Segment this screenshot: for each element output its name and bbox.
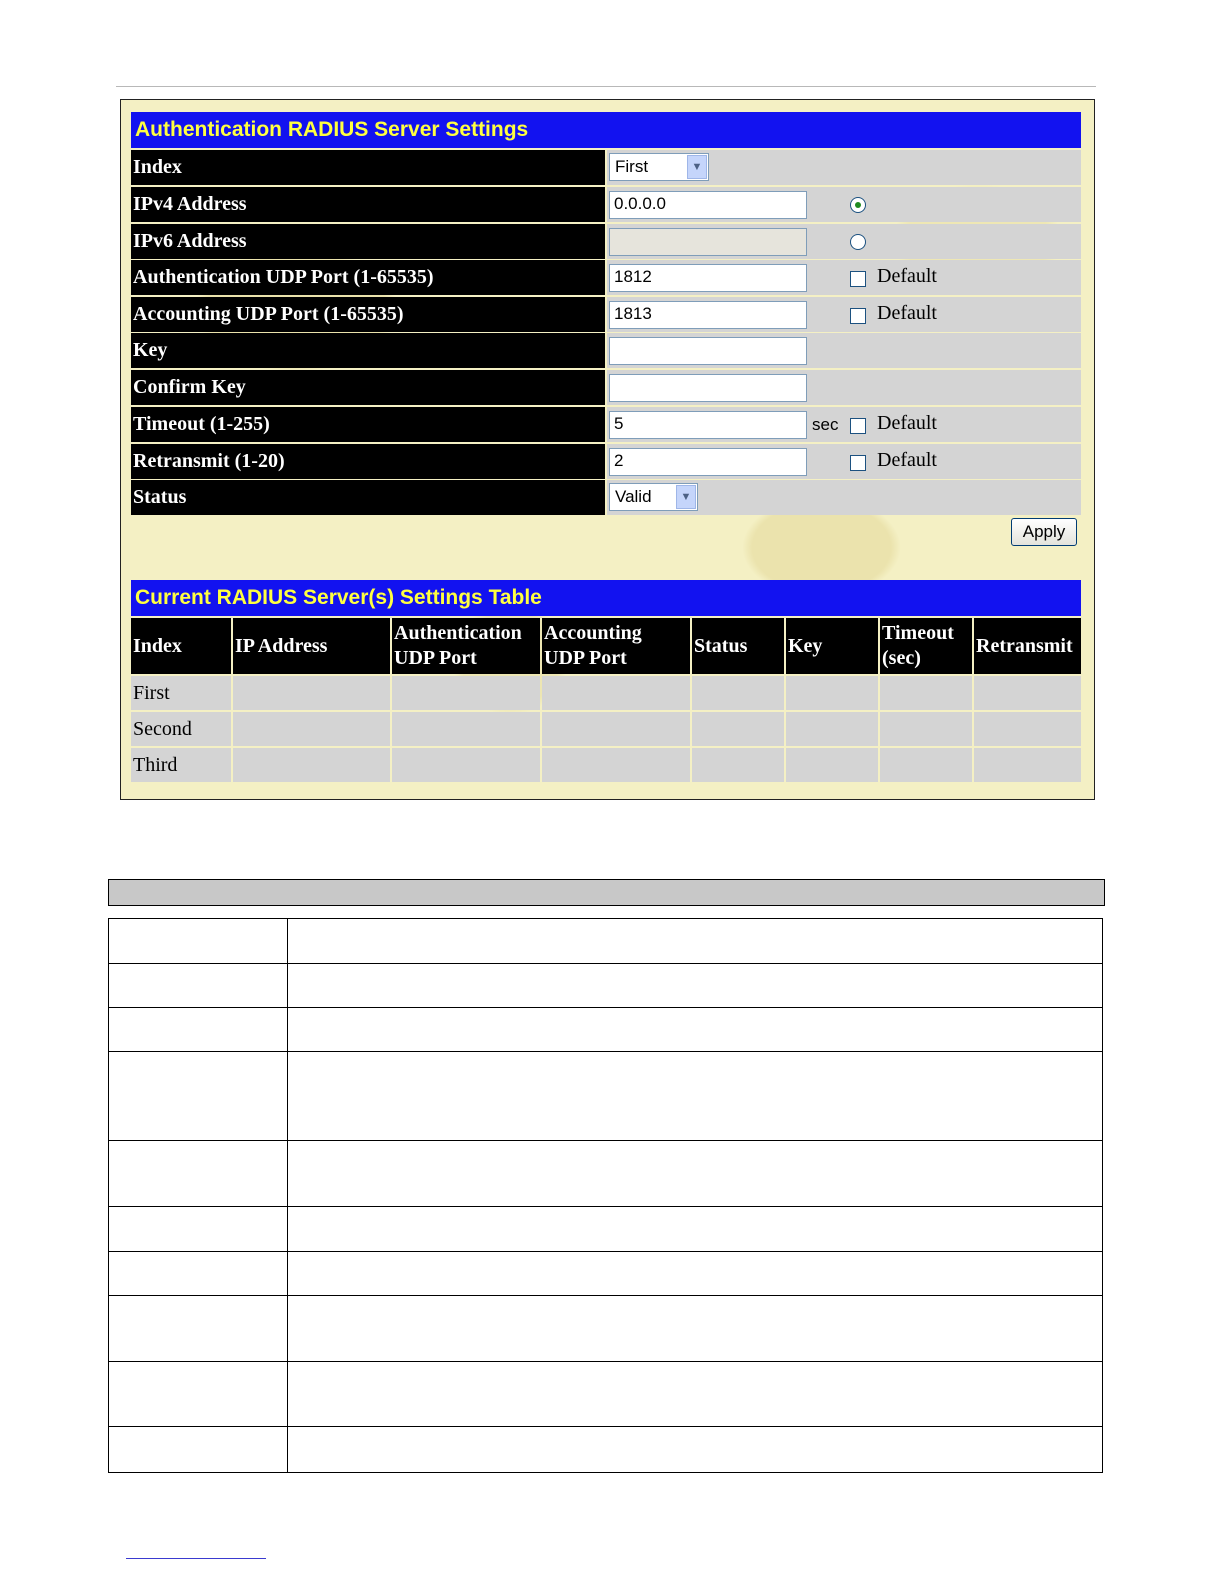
status-label: Status	[131, 480, 605, 515]
auth-port-input[interactable]: 1812	[609, 264, 807, 292]
table-cell	[974, 712, 1081, 746]
table-cell	[288, 1207, 1103, 1252]
table-cell	[692, 712, 784, 746]
status-select-value: Valid	[615, 487, 652, 506]
table-cell	[288, 1052, 1103, 1141]
col-header-auth-port-text	[394, 621, 522, 671]
table-cell	[288, 919, 1103, 964]
col-header-auth-line2: UDP Port	[394, 647, 477, 669]
col-header-retransmit-text: Retransmit	[976, 634, 1073, 657]
timeout-default-label: Default	[877, 412, 937, 434]
table-cell	[880, 712, 972, 746]
col-header-ip-text: IP Address	[235, 634, 328, 657]
table-cell	[974, 676, 1081, 710]
table-cell	[392, 712, 540, 746]
table-cell	[109, 919, 288, 964]
timeout-unit: sec	[812, 415, 839, 434]
table-row	[109, 1296, 1103, 1362]
retransmit-default-label: Default	[877, 449, 937, 471]
timeout-input[interactable]: 5	[609, 411, 807, 439]
col-header-key	[786, 618, 878, 674]
table-cell	[542, 676, 690, 710]
col-header-status-text: Status	[694, 634, 748, 657]
auth-port-default-label: Default	[877, 265, 937, 287]
retransmit-label: Retransmit (1-20)	[131, 444, 605, 479]
table-cell	[288, 1008, 1103, 1052]
ipv4-input[interactable]: 0.0.0.0	[609, 191, 807, 219]
col-header-retransmit	[974, 618, 1081, 674]
table-row	[109, 1427, 1103, 1473]
col-header-timeout	[880, 618, 972, 674]
table-cell	[288, 1296, 1103, 1362]
confirm-key-input[interactable]	[609, 374, 807, 402]
table-cell	[392, 748, 540, 782]
row-confirm-key	[131, 370, 1081, 405]
col-header-auth-port	[392, 618, 540, 674]
table-cell	[288, 1141, 1103, 1207]
ipv6-value-cell	[607, 224, 1081, 259]
col-header-key-text: Key	[788, 634, 823, 657]
ipv6-input[interactable]	[609, 228, 807, 256]
table-cell	[233, 676, 390, 710]
row-key	[131, 333, 1081, 368]
col-header-index	[131, 618, 231, 674]
chevron-down-icon: ▼	[687, 155, 707, 179]
key-input[interactable]	[609, 337, 807, 365]
ipv4-value-cell	[607, 187, 1081, 222]
col-header-ip	[233, 618, 390, 674]
auth-port-value-cell	[607, 260, 1081, 295]
acct-port-input[interactable]: 1813	[609, 301, 807, 329]
table-cell	[786, 748, 878, 782]
table-cell	[542, 748, 690, 782]
table-row	[109, 1052, 1103, 1141]
radius-settings-panel	[120, 99, 1095, 800]
table-cell	[692, 748, 784, 782]
row-status	[131, 480, 1081, 515]
retransmit-default-checkbox[interactable]	[850, 455, 866, 471]
key-value-cell	[607, 333, 1081, 368]
col-header-acct-port-text	[544, 621, 642, 671]
auth-port-label: Authentication UDP Port (1-65535)	[131, 260, 605, 295]
ipv6-label: IPv6 Address	[131, 224, 605, 259]
col-header-timeout-line1: Timeout	[882, 622, 954, 644]
col-header-acct-line2: UDP Port	[544, 647, 627, 669]
col-header-timeout-text	[882, 621, 954, 671]
table-cell	[109, 1052, 288, 1141]
description-table-header	[108, 879, 1105, 906]
table-cell	[233, 712, 390, 746]
table-row-index: Third	[131, 748, 231, 782]
index-label: Index	[131, 150, 605, 185]
index-select[interactable]	[609, 153, 709, 181]
table-cell	[288, 1362, 1103, 1427]
table-row	[109, 1207, 1103, 1252]
table-cell	[542, 712, 690, 746]
table-cell	[288, 1252, 1103, 1296]
row-retransmit	[131, 444, 1081, 479]
acct-port-default-label: Default	[877, 302, 937, 324]
col-header-status	[692, 618, 784, 674]
table-row	[109, 1252, 1103, 1296]
acct-port-value-cell	[607, 297, 1081, 332]
table-cell	[109, 1427, 288, 1473]
acct-port-default-checkbox[interactable]	[850, 308, 866, 324]
timeout-default-checkbox[interactable]	[850, 418, 866, 434]
apply-button[interactable]: Apply	[1011, 518, 1077, 546]
table-cell	[392, 676, 540, 710]
table-row	[109, 1362, 1103, 1427]
row-ipv4	[131, 187, 1081, 222]
key-label: Key	[131, 333, 605, 368]
table-cell	[288, 1427, 1103, 1473]
col-header-acct-port	[542, 618, 690, 674]
table-row	[109, 919, 1103, 964]
col-header-auth-line1: Authentication	[394, 622, 522, 644]
row-acct-port	[131, 297, 1081, 332]
chevron-down-icon: ▼	[676, 485, 696, 509]
top-rule	[116, 86, 1096, 87]
settings-title-bar: Authentication RADIUS Server Settings	[131, 112, 1081, 148]
col-header-timeout-line2: (sec)	[882, 647, 921, 669]
timeout-value-cell	[607, 407, 1081, 442]
row-ipv6	[131, 224, 1081, 259]
table-cell	[786, 712, 878, 746]
col-header-index-text: Index	[133, 634, 182, 657]
table-cell	[233, 748, 390, 782]
table-cell	[109, 1008, 288, 1052]
retransmit-value-cell	[607, 444, 1081, 479]
table-cell	[109, 1362, 288, 1427]
table-title-bar: Current RADIUS Server(s) Settings Table	[131, 580, 1081, 616]
table-cell	[880, 676, 972, 710]
table-cell	[974, 748, 1081, 782]
status-value-cell	[607, 480, 1081, 515]
index-select-value: First	[615, 157, 649, 176]
table-cell	[786, 676, 878, 710]
table-cell	[692, 676, 784, 710]
acct-port-label: Accounting UDP Port (1-65535)	[131, 297, 605, 332]
table-cell	[109, 1252, 288, 1296]
confirm-key-label: Confirm Key	[131, 370, 605, 405]
status-select[interactable]	[609, 483, 698, 511]
row-timeout	[131, 407, 1081, 442]
timeout-label: Timeout (1-255)	[131, 407, 605, 442]
table-cell	[109, 964, 288, 1008]
table-cell	[109, 1207, 288, 1252]
retransmit-input[interactable]: 2	[609, 448, 807, 476]
table-row	[109, 964, 1103, 1008]
description-table	[108, 918, 1103, 1473]
table-row	[109, 1141, 1103, 1207]
table-cell	[288, 964, 1103, 1008]
row-index	[131, 150, 1081, 185]
ipv4-label: IPv4 Address	[131, 187, 605, 222]
table-cell	[109, 1141, 288, 1207]
table-row-index: First	[131, 676, 231, 710]
confirm-key-value-cell	[607, 370, 1081, 405]
col-header-acct-line1: Accounting	[544, 622, 642, 644]
table-cell	[880, 748, 972, 782]
footer-link-underline	[126, 1558, 266, 1559]
ipv6-radio[interactable]	[850, 234, 866, 250]
table-cell	[109, 1296, 288, 1362]
table-row-index: Second	[131, 712, 231, 746]
index-value-cell	[607, 150, 1081, 185]
table-row	[109, 1008, 1103, 1052]
auth-port-default-checkbox[interactable]	[850, 271, 866, 287]
ipv4-radio[interactable]	[850, 197, 866, 213]
row-auth-port	[131, 260, 1081, 295]
